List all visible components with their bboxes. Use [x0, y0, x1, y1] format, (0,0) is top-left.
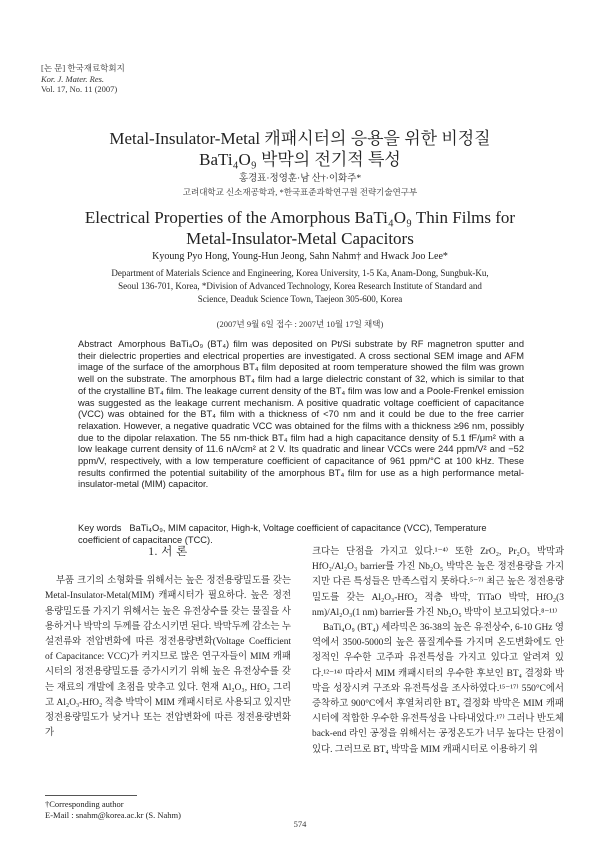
english-affiliation: [0, 267, 600, 306]
english-authors: Kyoung Pyo Hong, Young-Hun Jeong, Sahn Nahm† and Hwack Joo Lee*: [152, 251, 448, 262]
korean-affiliation: 고려대학교 신소재공학과, *한국표준과학연구원 전략기술연구부: [182, 187, 418, 197]
english-affiliation-line1: Department of Materials Science and Engineering, Korea University, 1-5 Ka, Anam-Dong, Sungbuk-Ku,: [111, 268, 489, 278]
korean-title-line1: Metal-Insulator-Metal 캐패시터의 응용을 위한 비정질: [109, 129, 491, 148]
footnote: [45, 799, 181, 821]
abstract-label: Abstract: [78, 339, 113, 349]
korean-title: [0, 128, 600, 170]
english-title: [0, 207, 600, 249]
keywords: [78, 523, 524, 546]
english-title-line2: Metal-Insulator-Metal Capacitors: [186, 229, 414, 248]
korean-authors: 홍경표·정영훈·남 산†·이화주*: [238, 174, 362, 184]
abstract: [78, 339, 524, 491]
intro-paragraph-1: 부품 크기의 소형화를 위해서는 높은 정전용량밀도를 갖는 Metal-Insulator-Metal(MIM) 캐패시터가 필요하다. 높은 정전용량밀도를 가지기 위해서는 높은 유전상수를 갖는 물질을 사용하거나 박막의 두께를 감소시키면 된다. 박막두께 감소는 누설전류와 전압변화에 따른 정전용량변화(Voltage Coefficient of Capacitance: VCC)가 커지므로 많은 연구자들이 MIM 캐패시터의 정전용량밀도를 증가시키기 위해 높은 유전상수를 갖는 재료의 개발에 초점을 맞추고 있다. 현재 Al₂O₃, HfO₂ 그리고 Al₂O₃-HfO₂ 적층 박막이 MIM 캐패시터로 사용되고 있지만 정전용량밀도가 낮거나 또는 전압변화에 따른 정전용량변화가: [45, 576, 291, 739]
intro-paragraph-1-cont: 크다는 단점을 가지고 있다.¹⁻⁴⁾ 또한 ZrO₂, Pr₂O₃ 박막과 HfO₂/Al₂O₃ barrier를 가진 Nb₂O₅ 박막은 높은 정전용량을 가지지만 다른 특성들은 만족스럽지 못하다.⁵⁻⁷⁾ 최근 높은 정전용량밀도를 갖는 Al₂O₃-HfO₂ 적층 박막, TiTaO 박막, HfO₂(3 nm)/Al₂O₃(1 nm) barrier를 가진 Nb₂O₅ 박막이 보고되었다.⁸⁻¹¹⁾: [312, 547, 564, 618]
right-column: [312, 545, 564, 758]
received-dates: (2007년 9월 6일 접수 : 2007년 10월 17일 채택): [216, 319, 384, 329]
keywords-text: BaTi₄O₉, MIM capacitor, High-k, Voltage coefficient of capacitance (VCC), Temperature coefficient of capacitance (TCC).: [78, 523, 487, 545]
journal-header-line1: [논 문] 한국재료학회지: [41, 63, 125, 73]
korean-title-line2: BaTi₄O₉ 박막의 전기적 특성: [199, 150, 401, 169]
footnote-email: E-Mail : snahm@korea.ac.kr (S. Nahm): [45, 810, 181, 820]
footnote-divider: [45, 795, 137, 796]
journal-header-line2: Kor. J. Mater. Res.: [41, 73, 105, 84]
left-column: [45, 545, 291, 741]
english-affiliation-line3: Science, Deaduk Science Town, Taejeon 305-600, Korea: [197, 294, 403, 304]
english-affiliation-line2: Seoul 136-701, Korea, *Division of Advanced Technology, Korea Research Institute of Standard and: [118, 281, 482, 291]
section-heading: 1. 서 론: [148, 546, 188, 558]
journal-header: [41, 63, 125, 95]
page-number: 574: [293, 819, 307, 829]
abstract-text: Amorphous BaTi₄O₉ (BT₄) film was deposited on Pt/Si substrate by RF magnetron sputter and their dielectric properties and electrical properties are investigated. A cross sectional SEM image and AFM image of the surface of the amorphous BT₄ film deposited at room temperature showed the film was grown well on the substrate. The amorphous BT₄ film had a large dielectric constant of 32, which is similar to that of the crystalline BT₄ film. The leakage current density of the BT₄ film was low and a Poole-Frenkel emission was suggested as the leakage current mechanism. A positive quadratic voltage coefficient of capacitance (VCC) was obtained for the BT₄ film with a thickness of <70 nm and it could be due to the free carrier relaxation. However, a negative quadratic VCC was obtained for the films with a thickness ≥96 nm, possibly due to the dipolar relaxation. The 55 nm-thick BT₄ film had a high capacitance density of 5.1 fF/μm² with a low leakage current density of 11.6 nA/cm² at 2 V. Its quadratic and linear VCCs were 244 ppm/V² and −52 ppm/V, respectively, with a low temperature coefficient of capacitance of 961 ppm/°C at 100 kHz. These results confirmed the potential suitability of the amorphous BT₄ film for use as a high performance metal-insulator-metal (MIM) capacitor.: [78, 339, 524, 490]
journal-header-line3: Vol. 17, No. 11 (2007): [41, 84, 118, 95]
keywords-label: Key words: [78, 523, 122, 533]
intro-paragraph-2: BaTi₄O₉ (BT₄) 세라믹은 36-38의 높은 유전상수, 6-10 GHz 영역에서 3500-5000의 높은 품질계수를 가지며 온도변화에도 안정적인 우수한 고주파 유전특성을 가지고 있다고 알려져 있다.¹²⁻¹⁴⁾ 따라서 MIM 캐패시터의 우수한 후보인 BT₄ 결정화 박막을 성장시켜 구조와 유전특성을 조사하였다.¹⁵⁻¹⁷⁾ 550°C에서 증착하고 900°C에서 후열처리한 BT₄ 결정화 박막은 MIM 캐패시터에 적합한 우수한 유전특성을 나타내었다.¹⁷⁾ 그러나 반도체 back-end 라인 공정을 위해서는 공정온도가 너무 높다는 단점이 있다. 그러므로 BT₄ 박막을 MIM 캐패시터로 이용하기 위: [312, 623, 564, 755]
english-title-line1: Electrical Properties of the Amorphous BaTi₄O₉ Thin Films for: [84, 208, 516, 227]
footnote-corresponding: †Corresponding author: [45, 799, 124, 809]
